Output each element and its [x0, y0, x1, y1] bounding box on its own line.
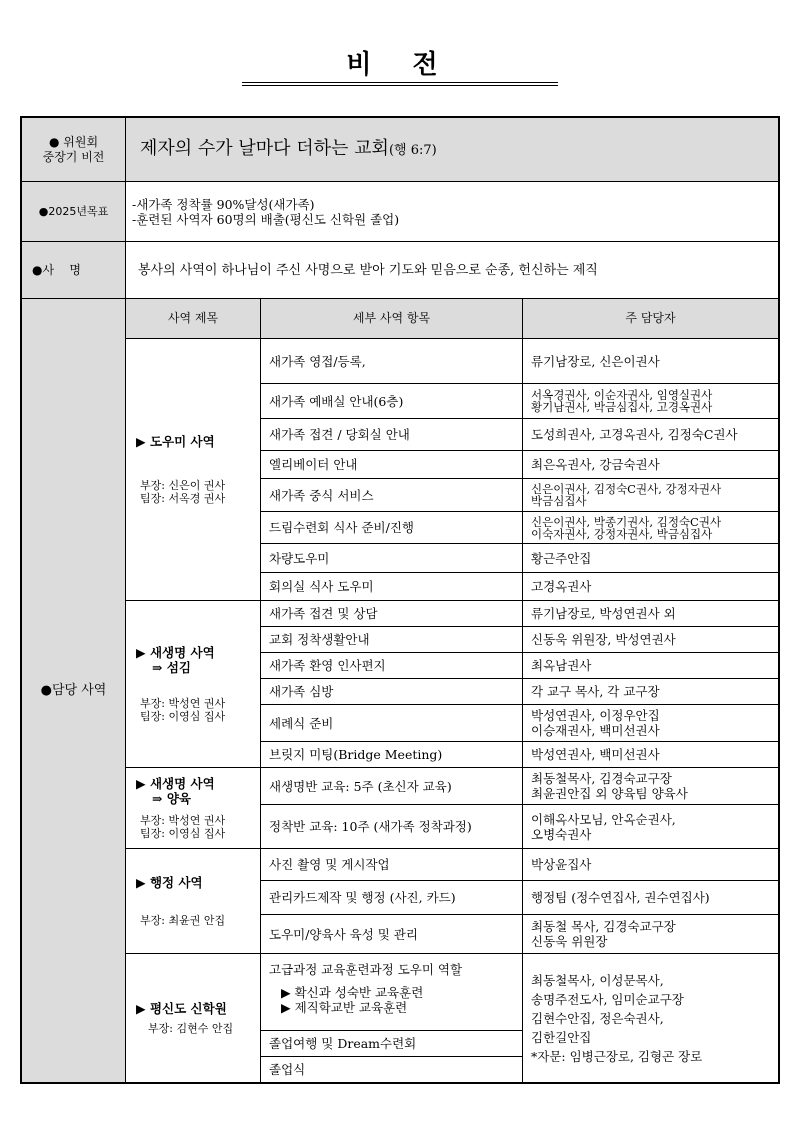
admin-staff-1-text: 박상윤집사 [531, 857, 592, 872]
helper-staff-3-text: 도성희권사, 고경옥권사, 김정숙C권사 [531, 427, 738, 442]
seminary-staff-4: 김한길안집 [531, 1029, 592, 1045]
helper-item-2-text: 새가족 예배실 안내(6층) [269, 393, 404, 409]
serve-item-1 [261, 601, 523, 627]
helper-staff-8 [523, 573, 778, 601]
nurture-staff-2 [523, 805, 778, 849]
seminary-staff [523, 954, 778, 1082]
helper-staff-3 [523, 419, 778, 451]
seminary-item-1-text: 고급과정 교육훈련과정 도우미 역할 [269, 962, 463, 977]
serve-item-1-text: 새가족 접견 및 상담 [269, 606, 378, 621]
serve-item-2-text: 교회 정착생활안내 [269, 632, 370, 647]
goal-value [126, 182, 778, 242]
ministry-label-text: ●담당 사역 [40, 683, 107, 698]
seminary-bullet-2: ▶ 제직학교반 교육훈련 [281, 1000, 408, 1015]
vision-label-line1: ● 위원회 [48, 134, 99, 149]
group-newlife-serve-leader2: 팀장: 이영심 집사 [140, 710, 226, 723]
helper-staff-6a: 신은이권사, 박종기권사, 김정숙C권사 [531, 514, 722, 529]
seminary-bullet-1: ▶ 확신과 성숙반 교육훈련 [281, 985, 424, 1000]
helper-staff-2b: 황기남권사, 박금심집사, 고경옥권사 [531, 400, 713, 414]
nurture-staff-2a: 이해옥사모님, 안옥순권사, [531, 811, 676, 827]
vision-label-line2: 중장기 비전 [42, 149, 105, 164]
group-admin-leader1: 부장: 최윤권 안집 [140, 914, 226, 927]
nurture-item-1 [261, 768, 523, 805]
helper-item-7-text: 차량도우미 [269, 550, 330, 566]
mission-label [22, 242, 126, 299]
header-staff-text: 주 담당자 [625, 311, 676, 325]
helper-item-4-text: 엘리베이터 안내 [269, 457, 358, 472]
serve-staff-3-text: 최옥남권사 [531, 658, 592, 673]
serve-staff-5 [523, 705, 778, 742]
seminary-staff-3: 김현수안집, 정은숙권사, [531, 1010, 664, 1026]
mission-text: 봉사의 사역이 하나님이 주신 사명으로 받아 기도와 믿음으로 순종, 헌신하는 제직 [138, 262, 598, 278]
helper-staff-7-text: 황근주안집 [531, 550, 592, 566]
nurture-item-2-text: 정착반 교육: 10주 (새가족 정착과정) [269, 819, 472, 834]
goal-label-text: ●2025년목표 [38, 205, 109, 218]
vision-ref: (행 6:7) [388, 143, 437, 158]
nurture-staff-2b: 오병숙권사 [531, 826, 592, 842]
seminary-item-3 [261, 1057, 523, 1082]
header-ministry-title [126, 299, 261, 339]
mission-label-text: ●사 명 [32, 262, 81, 277]
helper-item-6 [261, 512, 523, 544]
admin-item-1-text: 사진 촬영 및 게시작업 [269, 857, 390, 872]
serve-item-3-text: 새가족 환영 인사편지 [269, 658, 386, 673]
helper-staff-7 [523, 544, 778, 573]
serve-staff-4 [523, 679, 778, 705]
serve-staff-3 [523, 653, 778, 679]
goal-label [22, 182, 126, 242]
serve-item-2 [261, 627, 523, 653]
helper-item-2 [261, 384, 523, 419]
admin-item-1 [261, 849, 523, 881]
helper-item-3-text: 새가족 접견 / 당회실 안내 [269, 427, 410, 442]
helper-staff-5 [523, 479, 778, 512]
serve-staff-2 [523, 627, 778, 653]
group-admin [126, 849, 261, 954]
group-helper [126, 339, 261, 601]
mission-value [126, 242, 778, 299]
helper-staff-2 [523, 384, 778, 419]
helper-item-1-text: 새가족 영접/등록, [269, 353, 366, 369]
helper-item-1 [261, 339, 523, 384]
group-newlife-nurture [126, 768, 261, 849]
admin-staff-1 [523, 849, 778, 881]
vision-label [22, 118, 126, 182]
group-newlife-serve [126, 601, 261, 768]
helper-staff-4-text: 최은옥권사, 강금숙권사 [531, 457, 660, 472]
group-helper-name: ▶ 도우미 사역 [136, 434, 215, 449]
group-lay-seminary [126, 954, 261, 1082]
helper-staff-6b: 이숙자권사, 강정자권사, 박금심집사 [531, 526, 713, 541]
nurture-staff-1b: 최윤권안집 외 양육팀 양육사 [531, 786, 688, 801]
helper-item-7 [261, 544, 523, 573]
admin-staff-2 [523, 881, 778, 915]
helper-item-4 [261, 451, 523, 479]
serve-staff-5a: 박성연권사, 이정우안집 [531, 708, 660, 723]
helper-staff-1 [523, 339, 778, 384]
group-lay-seminary-name: ▶ 평신도 신학원 [136, 1001, 227, 1016]
serve-item-6-text: 브릿지 미팅(Bridge Meeting) [269, 747, 443, 762]
group-newlife-serve-name: ▶ 새생명 사역 [136, 645, 215, 660]
helper-item-8 [261, 573, 523, 601]
helper-staff-5a: 신은이권사, 김정숙C권사, 강정자권사 [531, 482, 722, 496]
serve-staff-5b: 이승재권사, 백미선권사 [531, 723, 660, 738]
helper-staff-6 [523, 512, 778, 544]
page-title: 비 전 [346, 50, 454, 80]
serve-item-5-text: 세례식 준비 [269, 715, 334, 731]
group-newlife-serve-name2: ⇒ 섬김 [152, 660, 191, 675]
nurture-item-1-text: 새생명반 교육: 5주 (초신자 교육) [269, 778, 452, 794]
seminary-item-2-text: 졸업여행 및 Dream수련회 [269, 1036, 417, 1051]
serve-staff-4-text: 각 교구 목사, 각 교구장 [531, 684, 660, 699]
seminary-staff-2: 송명주전도사, 임미순교구장 [531, 991, 684, 1007]
nurture-staff-1a: 최동철목사, 김경숙교구장 [531, 771, 672, 786]
vision-table [20, 116, 780, 1084]
helper-item-3 [261, 419, 523, 451]
goal-line2: -훈련된 사역자 60명의 배출(평신도 신학원 졸업) [132, 211, 400, 227]
title-underline [242, 82, 558, 86]
vision-value [126, 118, 778, 182]
group-newlife-nurture-leader1: 부장: 박성연 권사 [140, 814, 226, 827]
header-title-text: 사역 제목 [167, 311, 219, 325]
vision-text: 제자의 수가 날마다 더하는 교회 [140, 138, 389, 159]
helper-item-5 [261, 479, 523, 512]
group-admin-name: ▶ 행정 사역 [136, 875, 203, 890]
seminary-item-2 [261, 1031, 523, 1057]
serve-staff-1-text: 류기남장로, 박성연권사 외 [531, 606, 676, 621]
group-newlife-serve-leader1: 부장: 박성연 권사 [140, 697, 226, 710]
helper-item-5-text: 새가족 중식 서비스 [269, 487, 374, 503]
helper-staff-8-text: 고경옥권사 [531, 579, 592, 594]
group-lay-seminary-leader1: 부장: 김현수 안집 [148, 1022, 234, 1035]
serve-item-4 [261, 679, 523, 705]
admin-staff-3b: 신동욱 위원장 [531, 934, 608, 949]
seminary-item-1 [261, 954, 523, 1031]
admin-item-3-text: 도우미/양육사 육성 및 관리 [269, 926, 418, 942]
group-helper-leader1: 부장: 신은이 권사 [140, 479, 226, 492]
group-helper-leader2: 팀장: 서옥경 권사 [140, 492, 226, 505]
helper-staff-4 [523, 451, 778, 479]
helper-item-8-text: 회의실 식사 도우미 [269, 579, 374, 594]
admin-item-2-text: 관리카드제작 및 행정 (사진, 카드) [269, 890, 456, 905]
group-newlife-nurture-name2: ⇒ 양육 [152, 791, 191, 806]
serve-staff-6 [523, 742, 778, 768]
group-newlife-nurture-name: ▶ 새생명 사역 [136, 776, 215, 791]
helper-staff-2a: 서옥경권사, 이순자권사, 임영실권사 [531, 388, 713, 402]
header-staff [523, 299, 778, 339]
serve-staff-1 [523, 601, 778, 627]
admin-item-2 [261, 881, 523, 915]
seminary-staff-5: *자문: 임병근장로, 김형곤 장로 [531, 1048, 703, 1064]
helper-staff-1-text: 류기남장로, 신은이권사 [531, 353, 660, 369]
admin-staff-2-text: 행정팀 (정수연집사, 권수연집사) [531, 890, 710, 905]
ministry-label [22, 299, 126, 1082]
seminary-item-3-text: 졸업식 [269, 1062, 306, 1077]
serve-item-5 [261, 705, 523, 742]
header-detail [261, 299, 523, 339]
helper-staff-5b: 박금심집사 [531, 494, 587, 508]
serve-item-6 [261, 742, 523, 768]
helper-item-6-text: 드림수련회 식사 준비/진행 [269, 520, 414, 535]
admin-staff-3a: 최동철 목사, 김경숙교구장 [531, 919, 676, 934]
group-newlife-nurture-leader2: 팀장: 이영심 집사 [140, 827, 226, 840]
admin-staff-3 [523, 915, 778, 954]
serve-staff-6-text: 박성연권사, 백미선권사 [531, 747, 660, 762]
serve-item-4-text: 새가족 심방 [269, 684, 334, 699]
goal-line1: -새가족 정착률 90%달성(새가족) [132, 196, 315, 212]
header-detail-text: 세부 사역 항목 [352, 311, 431, 325]
serve-staff-2-text: 신동욱 위원장, 박성연권사 [531, 632, 676, 647]
admin-item-3 [261, 915, 523, 954]
seminary-staff-1: 최동철목사, 이성문목사, [531, 972, 664, 988]
nurture-staff-1 [523, 768, 778, 805]
serve-item-3 [261, 653, 523, 679]
nurture-item-2 [261, 805, 523, 849]
